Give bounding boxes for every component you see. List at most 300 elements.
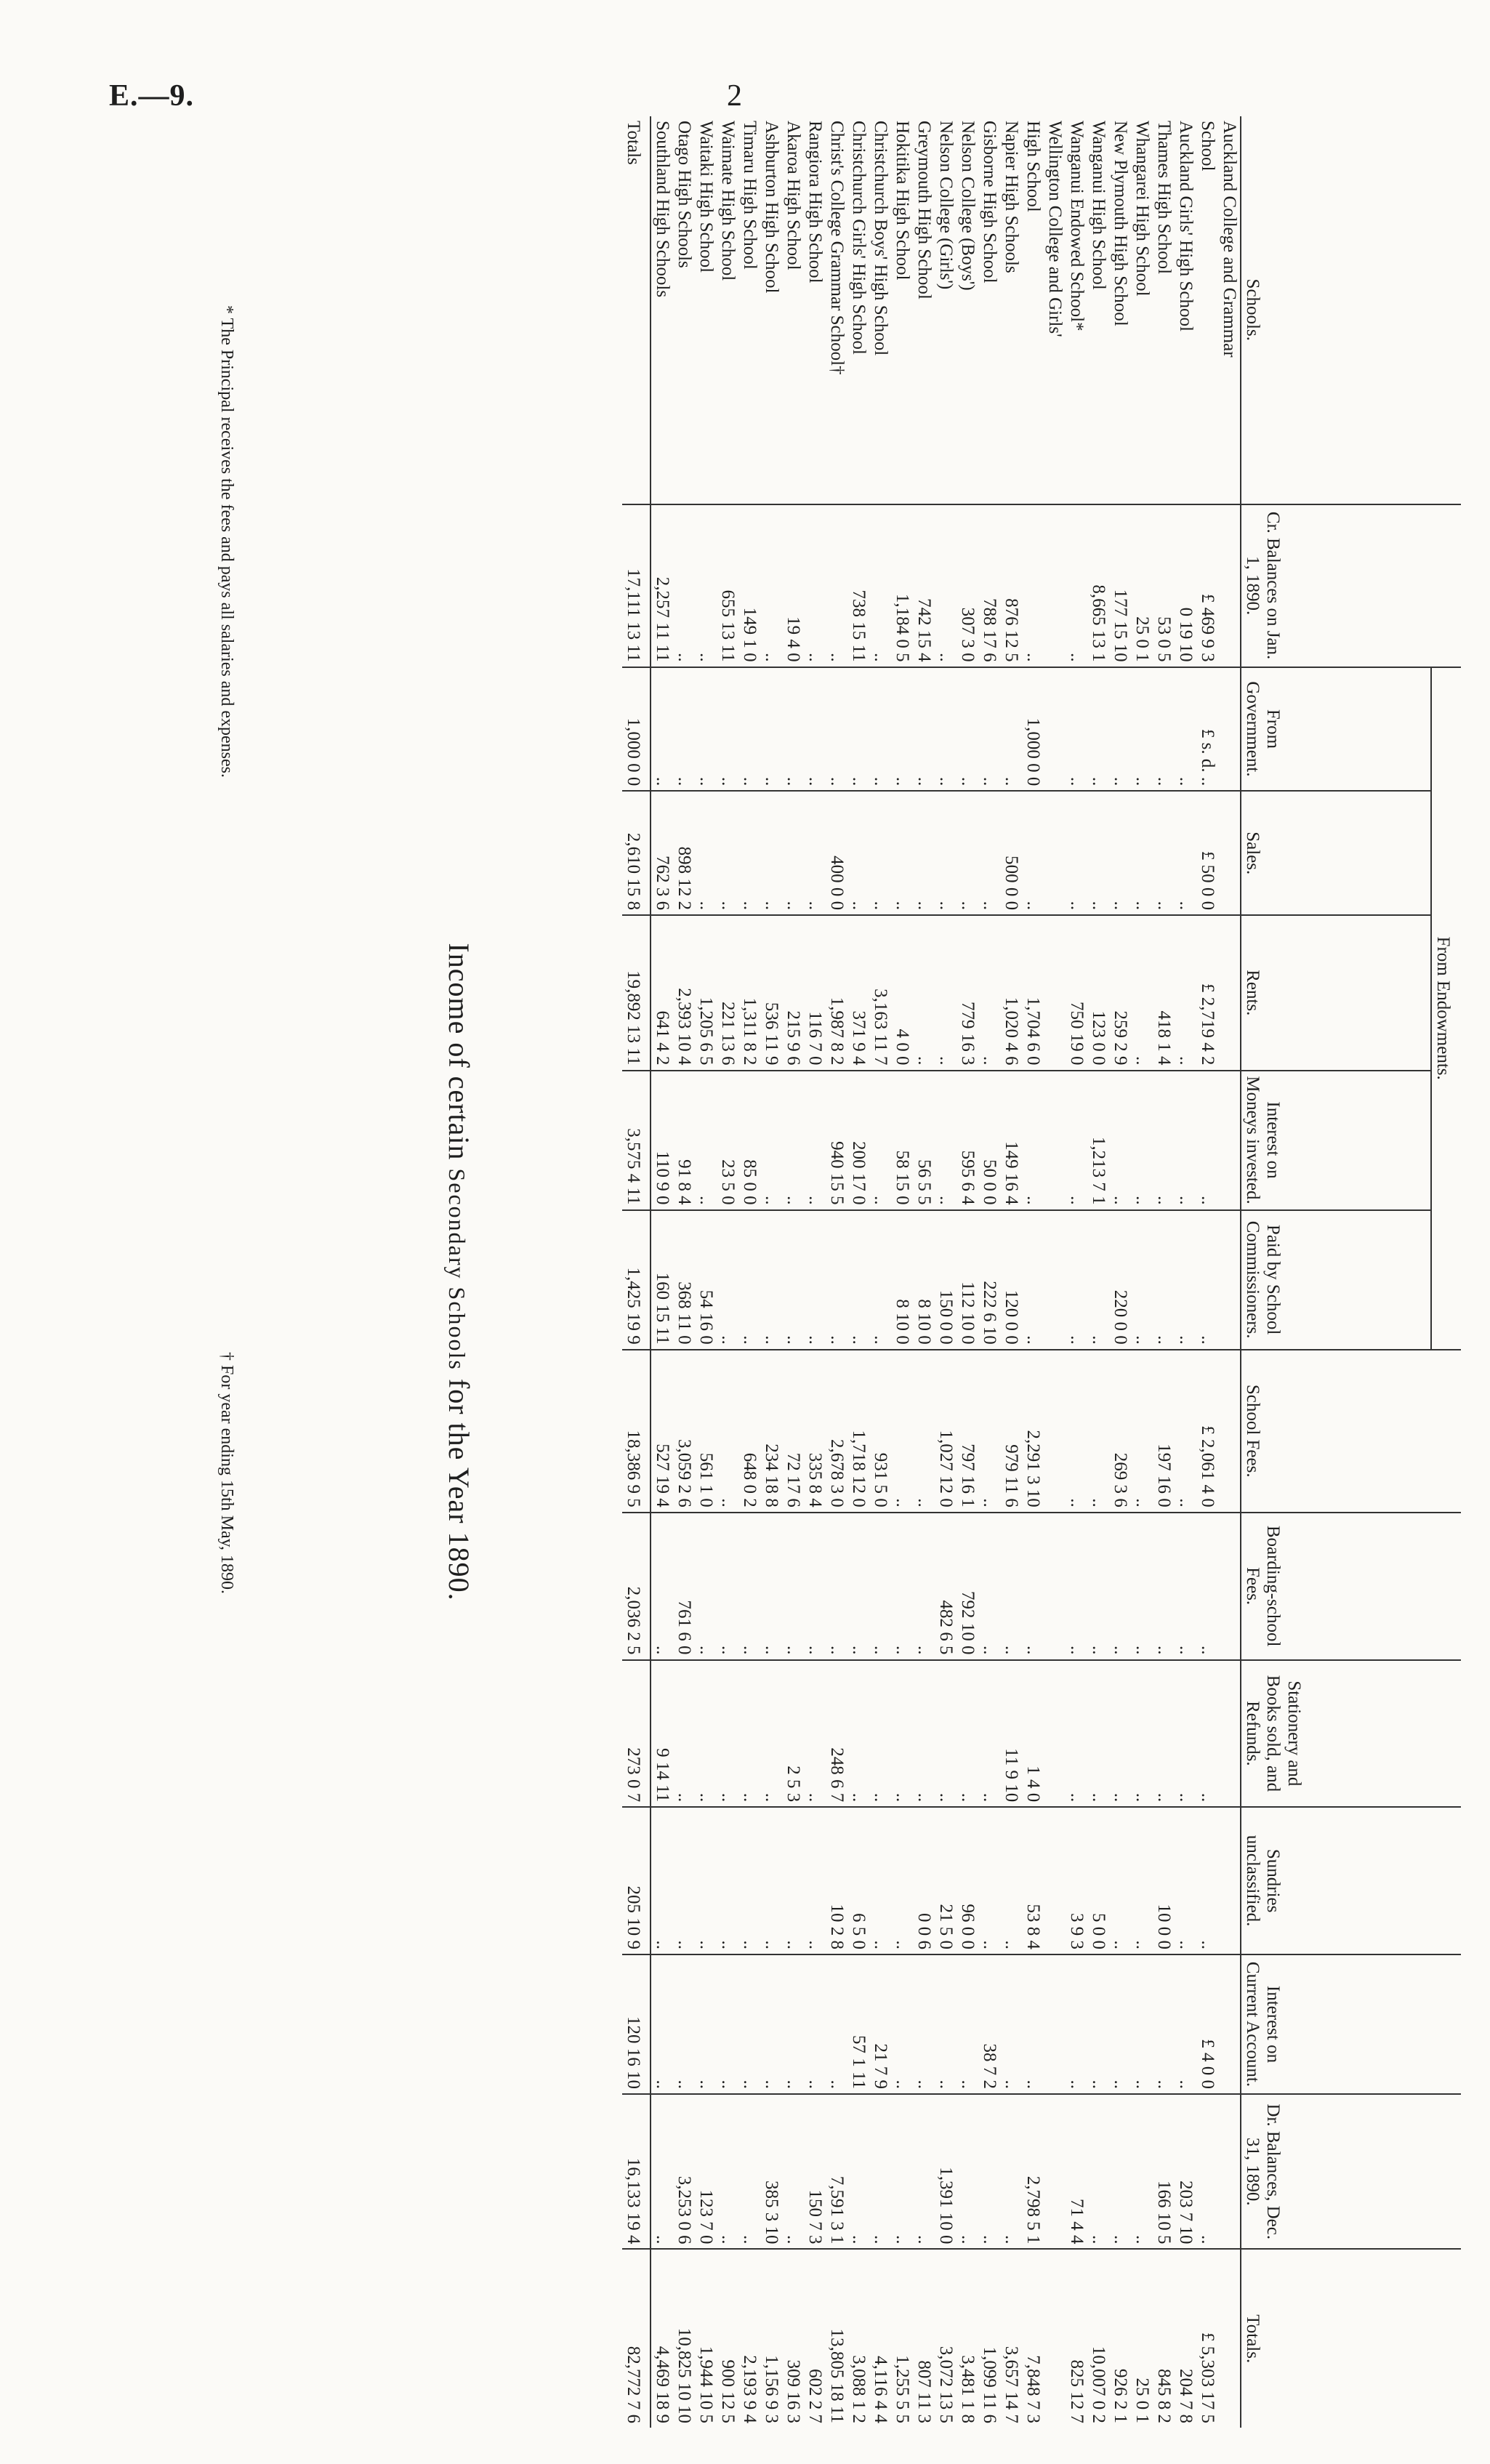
- amount-cell: 123 0 0: [1087, 915, 1109, 1070]
- school-name: Ashburton High School: [762, 121, 781, 294]
- amount-cell: ..: [891, 791, 913, 915]
- amount-cell: ..: [804, 667, 826, 792]
- amount-cell: ..: [1131, 1350, 1153, 1513]
- amount-cell: 58 15 0: [891, 1071, 913, 1210]
- amount-cell: 18,386 9 5: [622, 1350, 651, 1513]
- amount-cell: 19,892 13 11: [622, 915, 651, 1070]
- amount-cell: ..: [717, 1954, 738, 2094]
- amount-cell: 309 16 3: [782, 2249, 804, 2428]
- amount-cell: ..: [695, 1513, 717, 1660]
- school-name: Wanganui High School: [1089, 121, 1108, 290]
- amount-cell: ..: [651, 667, 673, 792]
- amount-cell: 1,099 11 6: [978, 2249, 1000, 2428]
- amount-cell: 53 0 5: [1153, 504, 1175, 667]
- school-name: Totals: [622, 116, 651, 504]
- amount-cell: 1,000 0 0: [1022, 667, 1066, 792]
- amount-cell: £ s. d. ..: [1196, 667, 1241, 792]
- amount-cell: ..: [1109, 2094, 1131, 2249]
- footnote-year-ending: † For year ending 15th May, 1890.: [217, 1352, 236, 1595]
- amount-cell: 2,291 3 10: [1022, 1350, 1066, 1513]
- table-row: [1000, 116, 1022, 2428]
- amount-cell: ..: [738, 1807, 760, 1954]
- amount-cell: 979 11 6: [1000, 1350, 1022, 1513]
- amount-cell: 4,116 4 4: [869, 2249, 891, 2428]
- amount-cell: ..: [891, 1807, 913, 1954]
- amount-cell: 10,007 0 2: [1087, 2249, 1109, 2428]
- amount-cell: ..: [651, 1954, 673, 2094]
- amount-cell: ..: [1175, 667, 1196, 792]
- group-header-endowments: From Endowments.: [1431, 667, 1461, 1350]
- amount-cell: ..: [957, 1660, 978, 1808]
- amount-cell: 4 0 0: [891, 915, 913, 1070]
- amount-cell: ..: [847, 1210, 869, 1350]
- table-row: [804, 116, 826, 2428]
- amount-cell: £ 2,061 4 0: [1196, 1350, 1241, 1513]
- amount-cell: 71 4 4: [1066, 2094, 1087, 2249]
- school-name: Southland High Schools: [653, 121, 672, 298]
- amount-cell: 1,000 0 0: [622, 667, 651, 792]
- amount-cell: £ 5,303 17 5: [1196, 2249, 1241, 2428]
- school-name: Thames High School: [1154, 121, 1174, 275]
- amount-cell: 21 7 9: [869, 1954, 891, 2094]
- amount-cell: ..: [826, 1210, 847, 1350]
- amount-cell: 307 3 0: [957, 504, 978, 667]
- amount-cell: 940 15 5: [826, 1071, 847, 1210]
- amount-cell: 595 6 4: [957, 1071, 978, 1210]
- amount-cell: 2,036 2 5: [622, 1513, 651, 1660]
- amount-cell: ..: [717, 791, 738, 915]
- amount-cell: ..: [760, 504, 782, 667]
- amount-cell: ..: [1022, 1071, 1066, 1210]
- amount-cell: ..: [760, 1807, 782, 1954]
- amount-cell: ..: [1153, 1210, 1175, 1350]
- amount-cell: ..: [651, 1807, 673, 1954]
- amount-cell: ..: [978, 1660, 1000, 1808]
- income-table: [622, 116, 1461, 2428]
- table-row: [957, 116, 978, 2428]
- amount-cell: 779 16 3: [957, 915, 978, 1070]
- amount-cell: 82,772 7 6: [622, 2249, 651, 2428]
- amount-cell: 23 5 0: [717, 1071, 738, 1210]
- amount-cell: 2,393 10 4: [673, 915, 695, 1070]
- amount-cell: ..: [847, 2094, 869, 2249]
- amount-cell: 792 10 0: [957, 1513, 978, 1660]
- amount-cell: 1,156 9 3: [760, 2249, 782, 2428]
- amount-cell: ..: [1087, 1660, 1109, 1808]
- amount-cell: 269 3 6: [1109, 1350, 1131, 1513]
- amount-cell: ..: [978, 1513, 1000, 1660]
- amount-cell: ..: [695, 667, 717, 792]
- amount-cell: ..: [1022, 1513, 1066, 1660]
- amount-cell: ..: [1175, 1954, 1196, 2094]
- amount-cell: 25 0 1: [1131, 2249, 1153, 2428]
- amount-cell: 13,805 18 11: [826, 2249, 847, 2428]
- page-title: [442, 116, 476, 2428]
- amount-cell: 248 6 7: [826, 1660, 847, 1808]
- amount-cell: 3,059 2 6: [673, 1350, 695, 1513]
- amount-cell: ..: [717, 1513, 738, 1660]
- amount-cell: ..: [760, 1210, 782, 1350]
- amount-cell: ..: [760, 667, 782, 792]
- amount-cell: 200 17 0: [847, 1071, 869, 1210]
- amount-cell: ..: [1000, 667, 1022, 792]
- amount-cell: ..: [1066, 1513, 1087, 1660]
- amount-cell: ..: [1196, 2094, 1241, 2249]
- amount-cell: 50 0 0: [978, 1071, 1000, 1210]
- table-row: [1022, 116, 1066, 2428]
- amount-cell: 3,253 0 6: [673, 2094, 695, 2249]
- amount-cell: 11 9 10: [1000, 1660, 1022, 1808]
- amount-cell: ..: [1153, 1954, 1175, 2094]
- amount-cell: ..: [913, 667, 935, 792]
- amount-cell: 10 2 8: [826, 1807, 847, 1954]
- amount-cell: ..: [695, 1807, 717, 1954]
- title-lead: Income of certain: [443, 943, 475, 1169]
- amount-cell: ..: [804, 791, 826, 915]
- amount-cell: ..: [1175, 1210, 1196, 1350]
- amount-cell: ..: [804, 1807, 826, 1954]
- amount-cell: 931 5 0: [869, 1350, 891, 1513]
- school-name: New Plymouth High School: [1111, 121, 1130, 326]
- amount-cell: 641 4 2: [651, 915, 673, 1070]
- col-header-stationery: Stationery and Books sold, and Refunds.: [1241, 1660, 1461, 1808]
- col-header-interest-current: Interest on Current Account.: [1241, 1954, 1461, 2094]
- amount-cell: ..: [1131, 915, 1153, 1070]
- amount-cell: ..: [891, 667, 913, 792]
- amount-cell: ..: [978, 2094, 1000, 2249]
- amount-cell: ..: [1087, 1954, 1109, 2094]
- amount-cell: ..: [869, 667, 891, 792]
- amount-cell: ..: [1000, 1954, 1022, 2094]
- amount-cell: 8,665 13 1: [1087, 504, 1109, 667]
- amount-cell: 788 17 6: [978, 504, 1000, 667]
- table-row: [1175, 116, 1196, 2428]
- amount-cell: ..: [1153, 1071, 1175, 1210]
- amount-cell: 400 0 0: [826, 791, 847, 915]
- amount-cell: 38 7 2: [978, 1954, 1000, 2094]
- table-row: [760, 116, 782, 2428]
- school-name: Hokitika High School: [893, 121, 912, 281]
- amount-cell: ..: [869, 1071, 891, 1210]
- amount-cell: ..: [826, 1954, 847, 2094]
- amount-cell: ..: [978, 1350, 1000, 1513]
- amount-cell: 648 0 2: [738, 1350, 760, 1513]
- amount-cell: ..: [1066, 1210, 1087, 1350]
- amount-cell: ..: [1087, 2094, 1109, 2249]
- school-name: Nelson College (Boys'): [958, 121, 978, 291]
- title-caps: Secondary Schools: [444, 1168, 470, 1371]
- table-row: [717, 116, 738, 2428]
- amount-cell: 21 5 0: [935, 1807, 957, 1954]
- amount-cell: ..: [738, 791, 760, 915]
- amount-cell: ..: [1153, 791, 1175, 915]
- col-header-boarding-fees: Boarding-school Fees.: [1241, 1513, 1461, 1660]
- amount-cell: ..: [978, 915, 1000, 1070]
- amount-cell: ..: [957, 1954, 978, 2094]
- school-name: Otago High Schools: [674, 121, 694, 268]
- amount-cell: ..: [1087, 667, 1109, 792]
- table-row: [1066, 116, 1087, 2428]
- amount-cell: ..: [913, 791, 935, 915]
- amount-cell: ..: [804, 1071, 826, 1210]
- amount-cell: ..: [1131, 1071, 1153, 1210]
- school-name: Gisborne High School: [980, 121, 999, 283]
- amount-cell: ..: [673, 1660, 695, 1808]
- amount-cell: £ 2,719 4 2: [1196, 915, 1241, 1070]
- amount-cell: 205 10 9: [622, 1807, 651, 1954]
- amount-cell: 527 19 4: [651, 1350, 673, 1513]
- amount-cell: 16,133 19 4: [622, 2094, 651, 2249]
- amount-cell: ..: [826, 504, 847, 667]
- amount-cell: 3,657 14 7: [1000, 2249, 1022, 2428]
- amount-cell: 1,425 19 9: [622, 1210, 651, 1350]
- amount-cell: 1,213 7 1: [1087, 1071, 1109, 1210]
- amount-cell: ..: [804, 504, 826, 667]
- amount-cell: 3,072 13 5: [935, 2249, 957, 2428]
- school-name: Christchurch Girls' High School: [849, 121, 869, 355]
- amount-cell: ..: [869, 791, 891, 915]
- table-row: [651, 116, 673, 2428]
- amount-cell: 900 12 5: [717, 2249, 738, 2428]
- amount-cell: ..: [1066, 1071, 1087, 1210]
- amount-cell: ..: [1131, 667, 1153, 792]
- amount-cell: 53 8 4: [1022, 1807, 1066, 1954]
- school-name: Timaru High School: [740, 121, 760, 270]
- amount-cell: ..: [1000, 1807, 1022, 1954]
- amount-cell: ..: [891, 1660, 913, 1808]
- amount-cell: ..: [673, 1954, 695, 2094]
- amount-cell: ..: [717, 1210, 738, 1350]
- amount-cell: 655 13 11: [717, 504, 738, 667]
- col-header-rents: Rents.: [1241, 915, 1431, 1070]
- amount-cell: 3,481 1 8: [957, 2249, 978, 2428]
- amount-cell: ..: [804, 1513, 826, 1660]
- amount-cell: 166 10 5: [1153, 2094, 1175, 2249]
- table-row: [1087, 116, 1109, 2428]
- table-row: [978, 116, 1000, 2428]
- amount-cell: ..: [1131, 791, 1153, 915]
- amount-cell: ..: [738, 667, 760, 792]
- amount-cell: ..: [1109, 791, 1131, 915]
- amount-cell: 4,469 18 9: [651, 2249, 673, 2428]
- amount-cell: ..: [673, 1807, 695, 1954]
- amount-cell: 120 16 10: [622, 1954, 651, 2094]
- amount-cell: ..: [935, 1071, 957, 1210]
- amount-cell: ..: [1131, 1513, 1153, 1660]
- amount-cell: ..: [869, 504, 891, 667]
- amount-cell: ..: [1196, 1071, 1241, 1210]
- amount-cell: 149 16 4: [1000, 1071, 1022, 1210]
- amount-cell: ..: [717, 1350, 738, 1513]
- amount-cell: ..: [1087, 1210, 1109, 1350]
- amount-cell: ..: [913, 1660, 935, 1808]
- amount-cell: ..: [782, 667, 804, 792]
- amount-cell: 1,205 6 5: [695, 915, 717, 1070]
- amount-cell: ..: [978, 1807, 1000, 1954]
- amount-cell: ..: [717, 667, 738, 792]
- amount-cell: £ 469 9 3: [1196, 504, 1241, 667]
- amount-cell: 742 15 4: [913, 504, 935, 667]
- amount-cell: ..: [869, 1210, 891, 1350]
- amount-cell: ..: [891, 1954, 913, 2094]
- amount-cell: 1,027 12 0: [935, 1350, 957, 1513]
- amount-cell: 57 1 11: [847, 1954, 869, 2094]
- school-name: Napier High Schools: [1002, 121, 1021, 273]
- amount-cell: ..: [891, 1350, 913, 1513]
- amount-cell: ..: [760, 1954, 782, 2094]
- amount-cell: ..: [978, 667, 1000, 792]
- amount-cell: ..: [1175, 1807, 1196, 1954]
- amount-cell: 335 8 4: [804, 1350, 826, 1513]
- amount-cell: 112 10 0: [957, 1210, 978, 1350]
- amount-cell: ..: [826, 1513, 847, 1660]
- amount-cell: 215 9 6: [782, 915, 804, 1070]
- amount-cell: ..: [1175, 791, 1196, 915]
- amount-cell: ..: [1175, 915, 1196, 1070]
- amount-cell: 123 7 0: [695, 2094, 717, 2249]
- school-name: Nelson College (Girls'): [936, 121, 956, 290]
- amount-cell: ..: [695, 791, 717, 915]
- amount-cell: ..: [1109, 667, 1131, 792]
- amount-cell: 1 4 0: [1022, 1660, 1066, 1808]
- amount-cell: ..: [935, 1954, 957, 2094]
- table-row: [1153, 116, 1175, 2428]
- amount-cell: ..: [695, 504, 717, 667]
- amount-cell: ..: [847, 1513, 869, 1660]
- table-row: [695, 116, 717, 2428]
- amount-cell: ..: [1066, 1350, 1087, 1513]
- amount-cell: ..: [1196, 1660, 1241, 1808]
- amount-cell: 797 16 1: [957, 1350, 978, 1513]
- amount-cell: 91 8 4: [673, 1071, 695, 1210]
- amount-cell: 3 9 3: [1066, 1807, 1087, 1954]
- table-row: [738, 116, 760, 2428]
- amount-cell: 220 0 0: [1109, 1210, 1131, 1350]
- amount-cell: ..: [913, 1513, 935, 1660]
- table-row: [782, 116, 804, 2428]
- amount-cell: ..: [1087, 1350, 1109, 1513]
- amount-cell: 1,184 0 5: [891, 504, 913, 667]
- amount-cell: ..: [1087, 791, 1109, 915]
- amount-cell: 85 0 0: [738, 1071, 760, 1210]
- amount-cell: ..: [935, 1660, 957, 1808]
- amount-cell: ..: [847, 1660, 869, 1808]
- amount-cell: ..: [935, 915, 957, 1070]
- amount-cell: 845 8 2: [1153, 2249, 1175, 2428]
- amount-cell: 6 5 0: [847, 1807, 869, 1954]
- amount-cell: ..: [1022, 1210, 1066, 1350]
- amount-cell: 17,111 13 11: [622, 504, 651, 667]
- amount-cell: 1,944 10 5: [695, 2249, 717, 2428]
- amount-cell: 3,088 1 2: [847, 2249, 869, 2428]
- amount-cell: ..: [957, 2094, 978, 2249]
- amount-cell: ..: [760, 1513, 782, 1660]
- amount-cell: ..: [1131, 2094, 1153, 2249]
- amount-cell: 368 11 0: [673, 1210, 695, 1350]
- school-name: Wellington College and Girls' High School: [1023, 121, 1065, 337]
- amount-cell: 3,575 4 11: [622, 1071, 651, 1210]
- school-name: Greymouth High School: [914, 121, 934, 299]
- amount-cell: ..: [1131, 1807, 1153, 1954]
- school-name: Christ's College Grammar School†: [827, 121, 847, 375]
- amount-cell: ..: [782, 791, 804, 915]
- amount-cell: ..: [1109, 1954, 1131, 2094]
- amount-cell: ..: [1175, 1513, 1196, 1660]
- amount-cell: 1,311 8 2: [738, 915, 760, 1070]
- amount-cell: ..: [1175, 1350, 1196, 1513]
- amount-cell: 762 3 6: [651, 791, 673, 915]
- amount-cell: ..: [1131, 1954, 1153, 2094]
- amount-cell: 120 0 0: [1000, 1210, 1022, 1350]
- amount-cell: ..: [738, 2094, 760, 2249]
- col-header-totals: Totals.: [1241, 2249, 1461, 2428]
- amount-cell: ..: [1175, 1660, 1196, 1808]
- amount-cell: 221 13 6: [717, 915, 738, 1070]
- amount-cell: ..: [1066, 791, 1087, 915]
- amount-cell: 1,255 5 5: [891, 2249, 913, 2428]
- school-name: Waimate High School: [718, 121, 738, 281]
- amount-cell: ..: [913, 1954, 935, 2094]
- table-row: [826, 116, 847, 2428]
- table-row: [913, 116, 935, 2428]
- amount-cell: ..: [717, 1660, 738, 1808]
- page-reference: E.—9.: [109, 79, 195, 113]
- amount-cell: 825 12 7: [1066, 2249, 1087, 2428]
- amount-cell: 1,020 4 6: [1000, 915, 1022, 1070]
- amount-cell: 54 16 0: [695, 1210, 717, 1350]
- amount-cell: ..: [738, 1513, 760, 1660]
- amount-cell: ..: [935, 667, 957, 792]
- amount-cell: ..: [1022, 1954, 1066, 2094]
- amount-cell: ..: [804, 1210, 826, 1350]
- amount-cell: ..: [673, 504, 695, 667]
- amount-cell: ..: [695, 1660, 717, 1808]
- col-header-government: From Government.: [1241, 667, 1431, 792]
- amount-cell: ..: [1196, 1513, 1241, 1660]
- amount-cell: ..: [673, 667, 695, 792]
- amount-cell: 150 0 0: [935, 1210, 957, 1350]
- amount-cell: 2,257 11 11: [651, 504, 673, 667]
- amount-cell: ..: [804, 1954, 826, 2094]
- amount-cell: ..: [695, 1954, 717, 2094]
- col-header-interest-invested: Interest on Moneys invested.: [1241, 1071, 1431, 1210]
- amount-cell: ..: [1066, 504, 1087, 667]
- amount-cell: 177 15 10: [1109, 504, 1131, 667]
- amount-cell: ..: [913, 2094, 935, 2249]
- amount-cell: 3,163 11 7: [869, 915, 891, 1070]
- amount-cell: 8 10 0: [913, 1210, 935, 1350]
- col-header-commissioners: Paid by School Commissioners.: [1241, 1210, 1431, 1350]
- amount-cell: ..: [1109, 1660, 1131, 1808]
- amount-cell: ..: [1196, 1210, 1241, 1350]
- table-row: [1131, 116, 1153, 2428]
- amount-cell: 72 17 6: [782, 1350, 804, 1513]
- table-row: [1109, 116, 1131, 2428]
- amount-cell: 385 3 10: [760, 2094, 782, 2249]
- amount-cell: 750 19 0: [1066, 915, 1087, 1070]
- amount-cell: 149 1 0: [738, 504, 760, 667]
- totals-row: [622, 116, 651, 2428]
- col-header-schools: Schools.: [1241, 116, 1461, 504]
- amount-cell: ..: [869, 1660, 891, 1808]
- amount-cell: ..: [1000, 2094, 1022, 2249]
- table-row: [847, 116, 869, 2428]
- school-name: Christchurch Boys' High School: [871, 121, 890, 356]
- school-name: Akaroa High School: [784, 121, 803, 270]
- amount-cell: 56 5 5: [913, 1071, 935, 1210]
- amount-cell: 482 6 5: [935, 1513, 957, 1660]
- amount-cell: ..: [738, 1210, 760, 1350]
